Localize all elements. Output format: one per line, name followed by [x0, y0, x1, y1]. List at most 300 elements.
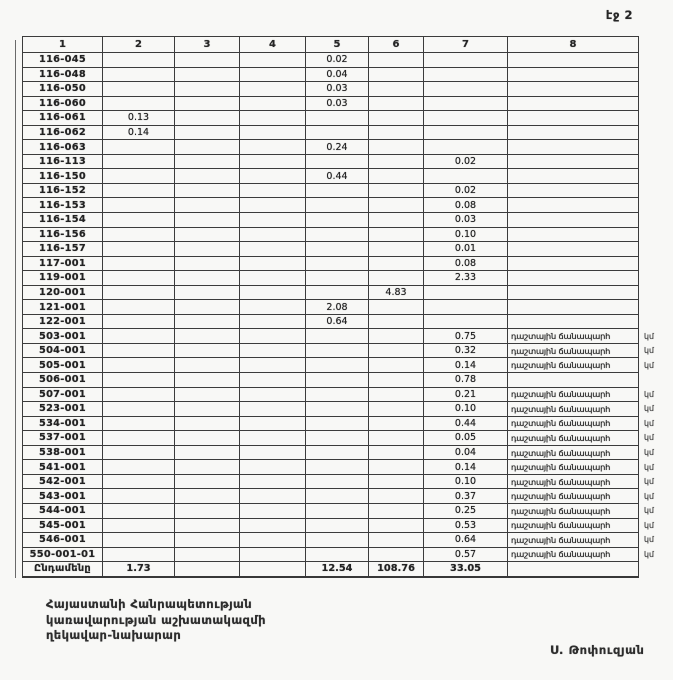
unit-note: [639, 125, 665, 140]
cell-col7: [424, 67, 508, 82]
unit-note: [639, 227, 665, 242]
unit-note: [639, 213, 665, 228]
cell-col3: [175, 213, 240, 228]
cell-col5: [306, 285, 369, 300]
cell-col7: [424, 125, 508, 140]
row-code: 116-045: [23, 53, 103, 68]
cell-col6: [369, 183, 424, 198]
cell-col8: [508, 154, 639, 169]
cell-col8: [508, 314, 639, 329]
unit-note: [639, 271, 665, 286]
row-code: 116-150: [23, 169, 103, 184]
row-code: 116-061: [23, 111, 103, 126]
row-code: 121-001: [23, 300, 103, 315]
cell-col8: դաշտային ճանապարհ: [508, 547, 639, 562]
cell-col6: [369, 125, 424, 140]
cell-col8: դաշտային ճանապարհ: [508, 343, 639, 358]
row-code: 523-001: [23, 402, 103, 417]
cell-col3: [175, 533, 240, 548]
table-row: [23, 154, 665, 169]
cell-col5: [306, 242, 369, 257]
cell-col7: 0.75: [424, 329, 508, 344]
cell-col8: դաշտային ճանապարհ: [508, 402, 639, 417]
cell-col8: դաշտային ճանապարհ: [508, 474, 639, 489]
cell-col2: [103, 96, 175, 111]
cell-col5: [306, 154, 369, 169]
cell-col3: [175, 227, 240, 242]
cell-col2: [103, 431, 175, 446]
unit-note: կմ: [644, 389, 654, 399]
cell-col8: [508, 227, 639, 242]
cell-col8: դաշտային ճանապարհ: [508, 489, 639, 504]
cell-col3: [175, 169, 240, 184]
cell-col2: [103, 271, 175, 286]
cell-col2: [103, 533, 175, 548]
cell-col5: 2.08: [306, 300, 369, 315]
unit-note: [639, 111, 665, 126]
unit-note: կմ: [644, 462, 654, 472]
total-value-col7: 33.05: [424, 562, 508, 577]
cell-col3: [175, 314, 240, 329]
unit-note: կմ: [644, 448, 654, 458]
cell-col4: [240, 67, 306, 82]
cell-col4: [240, 96, 306, 111]
cell-col2: [103, 387, 175, 402]
cell-col5: [306, 503, 369, 518]
cell-col2: [103, 227, 175, 242]
cell-col4: [240, 460, 306, 475]
cell-col4: [240, 125, 306, 140]
unit-note: կմ: [644, 477, 654, 487]
cell-col3: [175, 402, 240, 417]
unit-note: կմ: [644, 418, 654, 428]
cell-col2: [103, 402, 175, 417]
cell-col3: [175, 53, 240, 68]
cell-col3: [175, 474, 240, 489]
column-header-6: 6: [369, 37, 424, 53]
cell-col6: [369, 300, 424, 315]
cell-col2: [103, 300, 175, 315]
row-code: 116-050: [23, 82, 103, 97]
cell-col8: [508, 67, 639, 82]
cell-col2: [103, 314, 175, 329]
cell-col4: [240, 198, 306, 213]
cell-col5: 0.24: [306, 140, 369, 155]
cell-col5: [306, 518, 369, 533]
table-body: [23, 53, 665, 577]
cell-col3: [175, 518, 240, 533]
total-label: Ընդամենը: [23, 562, 103, 577]
cell-col8: դաշտային ճանապարհ: [508, 533, 639, 548]
unit-note: [639, 198, 665, 213]
unit-note: [639, 53, 665, 68]
total-value-col4: [240, 562, 306, 577]
cell-col2: [103, 140, 175, 155]
row-code: 116-062: [23, 125, 103, 140]
cell-col2: [103, 53, 175, 68]
cell-col6: [369, 329, 424, 344]
cell-col2: 0.14: [103, 125, 175, 140]
cell-col6: [369, 227, 424, 242]
cell-col6: [369, 140, 424, 155]
row-code: 545-001: [23, 518, 103, 533]
cell-col6: [369, 96, 424, 111]
cell-col6: [369, 402, 424, 417]
cell-col5: [306, 416, 369, 431]
cell-col5: [306, 271, 369, 286]
unit-note: [639, 314, 665, 329]
unit-note: կմ: [644, 491, 654, 501]
total-value-col8: [508, 562, 639, 577]
cell-col5: 0.04: [306, 67, 369, 82]
cell-col4: [240, 242, 306, 257]
table-row: [23, 285, 665, 300]
cell-col7: 0.04: [424, 445, 508, 460]
cell-col3: [175, 460, 240, 475]
table-row: [23, 53, 665, 68]
cell-col8: դաշտային ճանապարհ: [508, 387, 639, 402]
cell-col4: [240, 140, 306, 155]
table-row: [23, 67, 665, 82]
cell-col4: [240, 271, 306, 286]
row-code: 503-001: [23, 329, 103, 344]
unit-note: [639, 96, 665, 111]
data-table: [22, 36, 665, 578]
row-code: 120-001: [23, 285, 103, 300]
cell-col6: [369, 474, 424, 489]
cell-col4: [240, 183, 306, 198]
cell-col8: [508, 300, 639, 315]
unit-note: [639, 169, 665, 184]
cell-col6: [369, 489, 424, 504]
column-header-7: 7: [424, 37, 508, 53]
footer-line-1: Հայաստանի Հանրապետության: [46, 597, 253, 611]
column-header-1: 1: [23, 37, 103, 53]
cell-col6: [369, 387, 424, 402]
cell-col5: [306, 445, 369, 460]
unit-note: կմ: [644, 549, 654, 559]
table-row: [23, 518, 665, 533]
cell-col8: [508, 125, 639, 140]
total-value-col2: 1.73: [103, 562, 175, 577]
cell-col7: [424, 314, 508, 329]
cell-col4: [240, 489, 306, 504]
cell-col7: [424, 285, 508, 300]
table-row: [23, 474, 665, 489]
cell-col7: 0.14: [424, 358, 508, 373]
cell-col8: դաշտային ճանապարհ: [508, 445, 639, 460]
cell-col4: [240, 227, 306, 242]
cell-col2: [103, 445, 175, 460]
cell-col7: 0.21: [424, 387, 508, 402]
cell-col3: [175, 358, 240, 373]
cell-col4: [240, 111, 306, 126]
cell-col7: [424, 96, 508, 111]
cell-col7: 0.08: [424, 198, 508, 213]
table-row: [23, 533, 665, 548]
cell-col6: [369, 213, 424, 228]
cell-col2: [103, 213, 175, 228]
unit-note: կմ: [644, 433, 654, 443]
cell-col2: [103, 416, 175, 431]
table-row: [23, 402, 665, 417]
cell-col8: դաշտային ճանապարհ: [508, 416, 639, 431]
cell-col6: [369, 431, 424, 446]
cell-col4: [240, 445, 306, 460]
cell-col7: [424, 300, 508, 315]
cell-col7: [424, 111, 508, 126]
cell-col6: [369, 256, 424, 271]
cell-col2: [103, 256, 175, 271]
unit-note: կմ: [644, 520, 654, 530]
cell-col6: [369, 533, 424, 548]
cell-col7: 0.14: [424, 460, 508, 475]
row-code: 116-063: [23, 140, 103, 155]
cell-col4: [240, 503, 306, 518]
cell-col7: 0.03: [424, 213, 508, 228]
cell-col6: 4.83: [369, 285, 424, 300]
cell-col6: [369, 373, 424, 388]
table-row: [23, 358, 665, 373]
cell-col2: [103, 460, 175, 475]
cell-col2: [103, 489, 175, 504]
cell-col3: [175, 183, 240, 198]
cell-col5: [306, 358, 369, 373]
cell-col7: 0.01: [424, 242, 508, 257]
cell-col7: [424, 53, 508, 68]
cell-col8: [508, 111, 639, 126]
cell-col8: դաշտային ճանապարհ: [508, 518, 639, 533]
table-row: [23, 329, 665, 344]
table-row: [23, 256, 665, 271]
table-row: [23, 489, 665, 504]
column-header-note: [639, 37, 665, 53]
total-value-col3: [175, 562, 240, 577]
cell-col7: 0.64: [424, 533, 508, 548]
cell-col4: [240, 547, 306, 562]
row-code: 534-001: [23, 416, 103, 431]
cell-col5: [306, 329, 369, 344]
footer-official-title: [46, 597, 266, 644]
total-value-col9: [639, 562, 665, 577]
cell-col5: [306, 489, 369, 504]
table-row: [23, 343, 665, 358]
cell-col5: [306, 402, 369, 417]
cell-col5: 0.64: [306, 314, 369, 329]
table-row: [23, 460, 665, 475]
cell-col4: [240, 358, 306, 373]
cell-col4: [240, 387, 306, 402]
row-code: 116-113: [23, 154, 103, 169]
row-code: 116-152: [23, 183, 103, 198]
cell-col5: 0.02: [306, 53, 369, 68]
table-row: [23, 373, 665, 388]
cell-col7: 0.02: [424, 154, 508, 169]
cell-col7: 0.57: [424, 547, 508, 562]
cell-col2: [103, 474, 175, 489]
cell-col6: [369, 503, 424, 518]
table-row: [23, 183, 665, 198]
table-row: [23, 431, 665, 446]
cell-col2: [103, 358, 175, 373]
cell-col3: [175, 67, 240, 82]
cell-col3: [175, 445, 240, 460]
unit-note: [639, 67, 665, 82]
cell-col5: [306, 198, 369, 213]
cell-col5: [306, 183, 369, 198]
page-number: էջ 2: [605, 8, 633, 22]
column-header-2: 2: [103, 37, 175, 53]
cell-col3: [175, 285, 240, 300]
column-header-4: 4: [240, 37, 306, 53]
row-code: 538-001: [23, 445, 103, 460]
cell-col8: [508, 82, 639, 97]
cell-col3: [175, 387, 240, 402]
row-code: 117-001: [23, 256, 103, 271]
cell-col2: [103, 503, 175, 518]
row-code: 543-001: [23, 489, 103, 504]
cell-col3: [175, 154, 240, 169]
signature-name: Ս. Թոփուզյան: [550, 643, 645, 657]
cell-col3: [175, 256, 240, 271]
cell-col7: 0.10: [424, 227, 508, 242]
unit-note: [639, 183, 665, 198]
cell-col8: դաշտային ճանապարհ: [508, 503, 639, 518]
cell-col8: դաշտային ճանապարհ: [508, 460, 639, 475]
total-value-col6: 108.76: [369, 562, 424, 577]
row-code: 119-001: [23, 271, 103, 286]
scan-artifact-line: [15, 40, 16, 578]
cell-col7: 0.25: [424, 503, 508, 518]
cell-col3: [175, 111, 240, 126]
cell-col8: [508, 96, 639, 111]
unit-note: կմ: [644, 535, 654, 545]
table-row: [23, 213, 665, 228]
cell-col7: 2.33: [424, 271, 508, 286]
table-row: [23, 169, 665, 184]
cell-col4: [240, 329, 306, 344]
footer-line-2: կառավարության աշխատակազմի: [46, 612, 266, 627]
cell-col7: 0.10: [424, 474, 508, 489]
cell-col3: [175, 242, 240, 257]
unit-note: կմ: [644, 346, 654, 356]
cell-col7: 0.37: [424, 489, 508, 504]
cell-col4: [240, 154, 306, 169]
cell-col5: [306, 111, 369, 126]
table-row: [23, 227, 665, 242]
unit-note: կմ: [644, 506, 654, 516]
table-row: [23, 82, 665, 97]
table-row: [23, 198, 665, 213]
cell-col7: [424, 169, 508, 184]
cell-col6: [369, 445, 424, 460]
row-code: 506-001: [23, 373, 103, 388]
cell-col7: 0.32: [424, 343, 508, 358]
column-header-3: 3: [175, 37, 240, 53]
cell-col4: [240, 285, 306, 300]
row-code: 116-153: [23, 198, 103, 213]
unit-note: կմ: [644, 360, 654, 370]
cell-col6: [369, 198, 424, 213]
unit-note: կմ: [644, 331, 654, 341]
cell-col6: [369, 154, 424, 169]
table-row: [23, 140, 665, 155]
row-code: 504-001: [23, 343, 103, 358]
table-header-row: [23, 37, 665, 53]
unit-note: [639, 256, 665, 271]
column-header-5: 5: [306, 37, 369, 53]
cell-col5: 0.44: [306, 169, 369, 184]
cell-col8: [508, 373, 639, 388]
cell-col5: 0.03: [306, 82, 369, 97]
unit-note: [639, 154, 665, 169]
cell-col2: [103, 343, 175, 358]
cell-col5: [306, 256, 369, 271]
cell-col4: [240, 53, 306, 68]
cell-col8: դաշտային ճանապարհ: [508, 329, 639, 344]
cell-col7: 0.78: [424, 373, 508, 388]
cell-col3: [175, 431, 240, 446]
cell-col8: [508, 256, 639, 271]
cell-col7: 0.53: [424, 518, 508, 533]
cell-col5: [306, 533, 369, 548]
cell-col2: [103, 183, 175, 198]
total-row: [23, 562, 665, 577]
cell-col7: [424, 140, 508, 155]
cell-col3: [175, 140, 240, 155]
table-row: [23, 271, 665, 286]
cell-col5: [306, 373, 369, 388]
cell-col5: [306, 460, 369, 475]
cell-col7: [424, 82, 508, 97]
unit-note: [639, 285, 665, 300]
table-row: [23, 387, 665, 402]
cell-col2: [103, 242, 175, 257]
table-row: [23, 111, 665, 126]
table-row: [23, 503, 665, 518]
row-code: 116-157: [23, 242, 103, 257]
cell-col6: [369, 67, 424, 82]
cell-col7: 0.44: [424, 416, 508, 431]
cell-col2: [103, 198, 175, 213]
cell-col2: 0.13: [103, 111, 175, 126]
row-code: 542-001: [23, 474, 103, 489]
cell-col5: [306, 474, 369, 489]
cell-col6: [369, 518, 424, 533]
cell-col6: [369, 242, 424, 257]
unit-note: [639, 82, 665, 97]
cell-col4: [240, 300, 306, 315]
row-code: 546-001: [23, 533, 103, 548]
table-row: [23, 416, 665, 431]
cell-col6: [369, 416, 424, 431]
cell-col6: [369, 169, 424, 184]
cell-col3: [175, 300, 240, 315]
cell-col3: [175, 329, 240, 344]
row-code: 116-048: [23, 67, 103, 82]
row-code: 116-154: [23, 213, 103, 228]
cell-col8: [508, 53, 639, 68]
cell-col4: [240, 402, 306, 417]
cell-col3: [175, 503, 240, 518]
table-row: [23, 547, 665, 562]
cell-col4: [240, 533, 306, 548]
cell-col5: [306, 343, 369, 358]
cell-col3: [175, 416, 240, 431]
cell-col8: դաշտային ճանապարհ: [508, 358, 639, 373]
table-row: [23, 445, 665, 460]
cell-col8: [508, 140, 639, 155]
